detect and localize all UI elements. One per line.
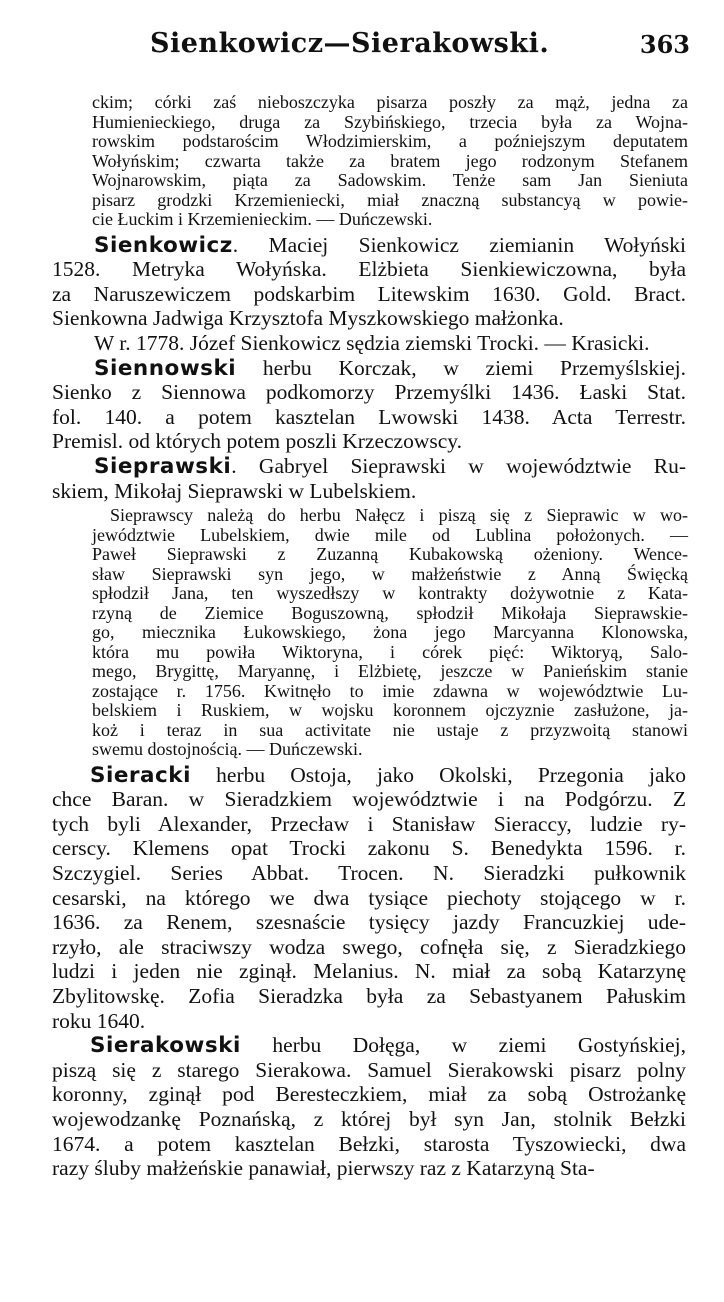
text-line: Szczygiel. Series Abbat. Trocen. N. Sieradzki pułkownik — [52, 861, 686, 885]
text-line: zostające r. 1756. Kwitnęło to imie zdawna w województwie Lu- — [92, 680, 688, 701]
entry-headword: Sienkowicz — [94, 232, 233, 258]
text-line: spłodził Jana, ten wyszedłszy w kontrakty dożywotnie z Kata- — [92, 583, 688, 604]
text-line: rzyną de Ziemice Boguszowną, spłodził Mikołaja Sieprawskie- — [92, 602, 688, 623]
text-line: piszą się z starego Sierakowa. Samuel Sierakowski pisarz polny — [52, 1057, 686, 1082]
text-line: koż i teraz in sua activitate nie ustaje z przyzwoitą stanowi — [92, 719, 688, 740]
text-line: go, miecznika Łukowskiego, żona jego Marcyanna Klonowska, — [92, 622, 688, 643]
text-line: która mu powiła Wiktoryna, i córek pięć: Wiktoryą, Salo- — [92, 641, 688, 662]
text-line: Sieprawscy należą do herbu Nałęcz i piszą się z Sieprawic w wo- — [110, 505, 688, 526]
text-line: cesarski, na którego we dwa tysiące piechoty stojącego w r. — [52, 885, 686, 910]
text-line: jewództwie Lubelskiem, dwie mile od Lublina położonych. — — [92, 524, 688, 545]
entry-headword: Sieprawski — [94, 453, 232, 479]
entry-headword: Sieracki — [90, 762, 191, 788]
entry-headword: Sierakowski — [90, 1033, 241, 1059]
text-line: 1636. za Renem, szesnaście tysięcy jazdy Francuzkiej ude- — [52, 910, 686, 935]
text-line: skiem, Mikołaj Sieprawski w Lubelskiem. — [52, 478, 417, 503]
text-line: chce Baran. w Sieradzkiem województwie i na Podgórzu. Z — [52, 787, 686, 812]
text-line: belskiem i Ruskiem, w wojsku koronnem ojczyznie zasłużone, ja- — [92, 700, 688, 721]
text-line: Sienko z Siennowa podkomorzy Przemyślki 1436. Łaski Stat. — [52, 380, 686, 405]
text-line: cerscy. Klemens opat Trocki zakonu S. Benedykta 1596. r. — [52, 836, 686, 861]
text-line: Sienkowna Jadwiga Krzysztofa Myszkowskiego małżonka. — [52, 306, 564, 331]
text-line: Wojnarowskim, piąta za Sadowskim. Tenże sam Jan Sieniuta — [92, 170, 688, 190]
text-line: ludzi i jeden nie zginął. Melanius. N. miał za sobą Katarzynę — [52, 959, 686, 984]
text-line: Humienieckiego, druga za Szybińskiego, trzecia była za Wojna- — [92, 111, 688, 132]
text-line: koronny, zginął pod Beresteczkiem, miał za sobą Ostrożankę — [52, 1082, 686, 1107]
text-line: Sieracki herbu Ostoja, jako Okolski, Przegonia jako — [90, 762, 686, 788]
text-line: 1528. Metryka Wołyńska. Elżbieta Sienkiewiczowna, była — [52, 257, 686, 282]
text-line: za Naruszewiczem podskarbim Litewskim 1630. Gold. Bract. — [52, 281, 686, 306]
text-line: 1674. a potem kasztelan Bełzki, starosta Tyszowiecki, dwa — [52, 1131, 686, 1156]
text-line: Sierakowski herbu Dołęga, w ziemi Gostyńskiej, — [90, 1033, 686, 1059]
text-line: Paweł Sieprawski z Zuzanną Kubakowską ożeniony. Wence- — [92, 544, 688, 565]
text-line: wojewodzankę Poznańską, z której był syn Jan, stolnik Bełzki — [52, 1107, 686, 1131]
text-line: sław Sieprawski syn jego, w małżeństwie z Anną Święcką — [92, 563, 688, 584]
text-line: roku 1640. — [52, 1008, 146, 1033]
text-line: rowskim podstarościm Włodzimierskim, a poźniejszym deputatem — [92, 131, 688, 151]
text-line: W r. 1778. Józef Sienkowicz sędzia ziemski Trocki. — Krasicki. — [94, 330, 650, 355]
text-line: Premisl. od których potem poszli Krzeczowscy. — [52, 429, 462, 454]
text-line: fol. 140. a potem kasztelan Lwowski 1438. Acta Terrestr. — [52, 404, 686, 429]
text-line: rzyło, ale straciwszy wodza swego, cofnęła się, z Sieradzkiego — [52, 934, 686, 959]
text-line: Sieprawski. Gabryel Sieprawski w województwie Ru- — [94, 453, 686, 479]
text-line: ckim; córki zaś nieboszczyka pisarza poszły za mąż, jedna za — [92, 92, 688, 112]
page-number: 363 — [639, 30, 690, 59]
entry-headword: Siennowski — [94, 355, 237, 381]
text-line: swemu dostojnością. — Duńczewski. — [92, 739, 363, 760]
text-line: Siennowski herbu Korczak, w ziemi Przemyślskiej. — [94, 355, 686, 381]
running-head: Sienkowicz—Sierakowski. — [150, 28, 550, 59]
text-line: Zbylitowskę. Zofia Sieradzka była za Sebastyanem Pałuskim — [52, 984, 686, 1008]
text-line: Sienkowicz. Maciej Sienkowicz ziemianin Wołyński — [94, 232, 686, 258]
text-line: tych byli Alexander, Przecław i Stanisław Sieraccy, ludzie ry- — [52, 811, 686, 836]
text-line: mego, Brygittę, Maryannę, i Elżbietę, jeszcze w Panieńskim stanie — [92, 661, 688, 682]
text-line: razy śluby małżeńskie panawiał, pierwszy raz z Katarzyną Sta- — [52, 1156, 595, 1181]
text-line: pisarz grodzki Krzemieniecki, miał znaczną substancyą w powie- — [92, 189, 688, 210]
text-line: cie Łuckim i Krzemienieckim. — Duńczewski. — [92, 209, 433, 229]
page-header — [150, 28, 690, 68]
text-line: Wołyńskim; czwarta także za bratem jego rodzonym Stefanem — [92, 150, 688, 171]
